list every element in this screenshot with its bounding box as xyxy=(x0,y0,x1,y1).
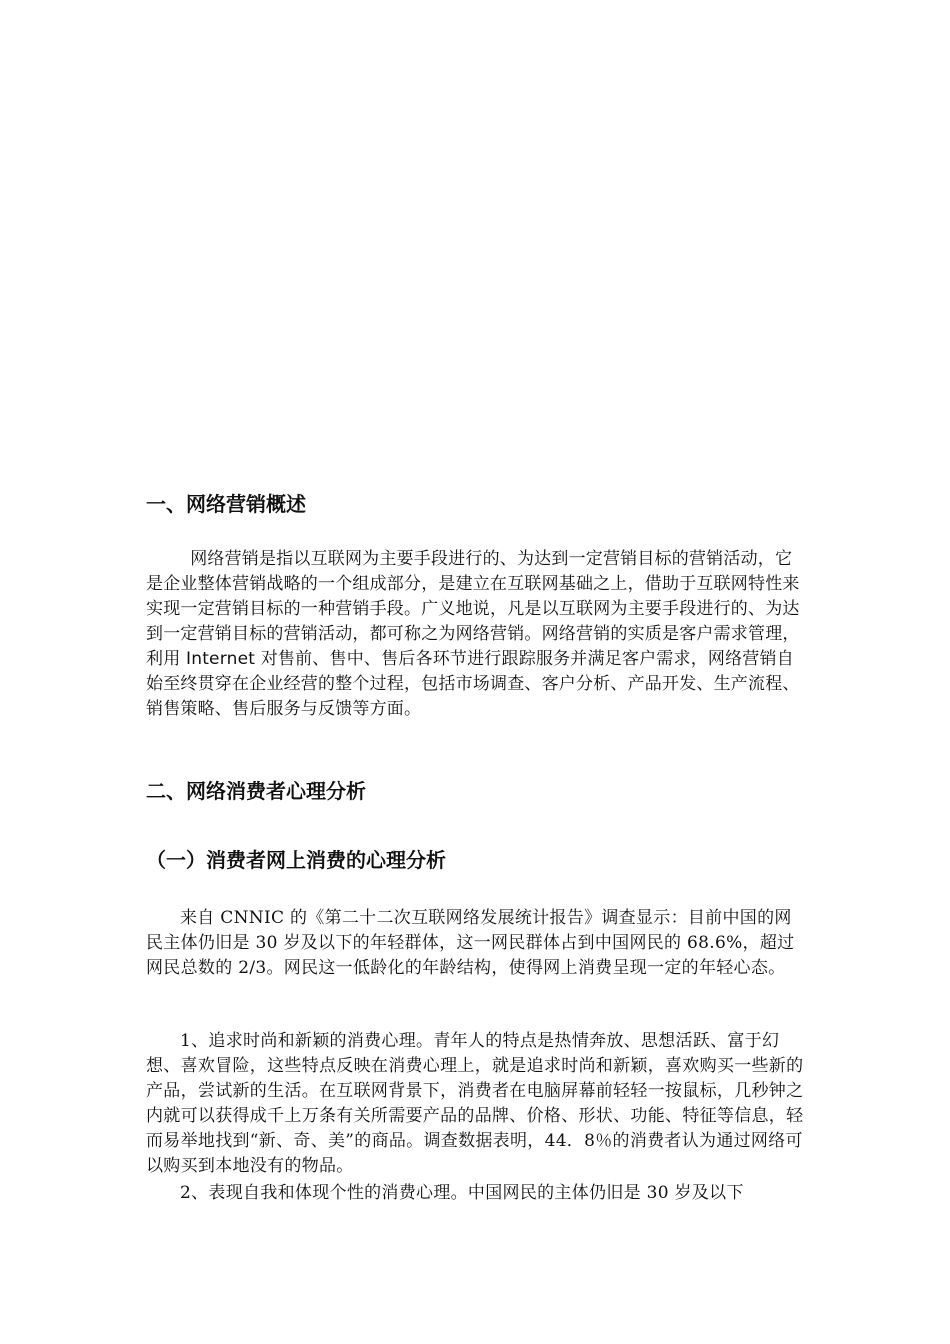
section-heading-consumer-psychology: 二、网络消费者心理分析 xyxy=(146,779,366,803)
subsection-heading-online-consumption: （一）消费者网上消费的心理分析 xyxy=(146,848,446,872)
cnnic-report-paragraph: 来自 CNNIC 的《第二十二次互联网络发展统计报告》调查显示：目前中国的网民主体仍旧是 30 岁及以下的年轻群体，这一网民群体占到中国网民的 68.6%，超过网民总数的 2/3。网民这一低龄化的年龄结构，使得网上消费呈现一定的年轻心态。 xyxy=(146,908,795,978)
section-heading-overview: 一、网络营销概述 xyxy=(146,492,306,516)
point-self-expression-paragraph: 2、表现自我和体现个性的消费心理。中国网民的主体仍旧是 30 岁及以下 xyxy=(180,1183,744,1203)
point-fashion-novelty-paragraph: 1、追求时尚和新颖的消费心理。青年人的特点是热情奔放、思想活跃、富于幻想、喜欢冒险，这些特点反映在消费心理上，就是追求时尚和新颖，喜欢购买一些新的产品，尝试新的生活。在互联网背景下，消费者在电脑屏幕前轻轻一按鼠标，几秒钟之内就可以获得成千上万条有关所需要产品的品牌、价格、形状、功能、特征等信息，轻而易举地找到“新、奇、美”的商品。调查数据表明，44．8％的消费者认为通过网络可以购买到本地没有的物品。 xyxy=(146,1031,804,1176)
overview-paragraph: 网络营销是指以互联网为主要手段进行的、为达到一定营销目标的营销活动，它是企业整体营销战略的一个组成部分，是建立在互联网基础之上，借助于互联网特性来实现一定营销目标的一种营销手段。广义地说，凡是以互联网为主要手段进行的、为达到一定营销目标的营销活动，都可称之为网络营销。网络营销的实质是客户需求管理，利用 Internet 对售前、售中、售后各环节进行跟踪服务并满足客户需求，网络营销自始至终贯穿在企业经营的整个过程，包括市场调查、客户分析、产品开发、生产流程、销售策略、售后服务与反馈等方面。 xyxy=(146,549,800,719)
